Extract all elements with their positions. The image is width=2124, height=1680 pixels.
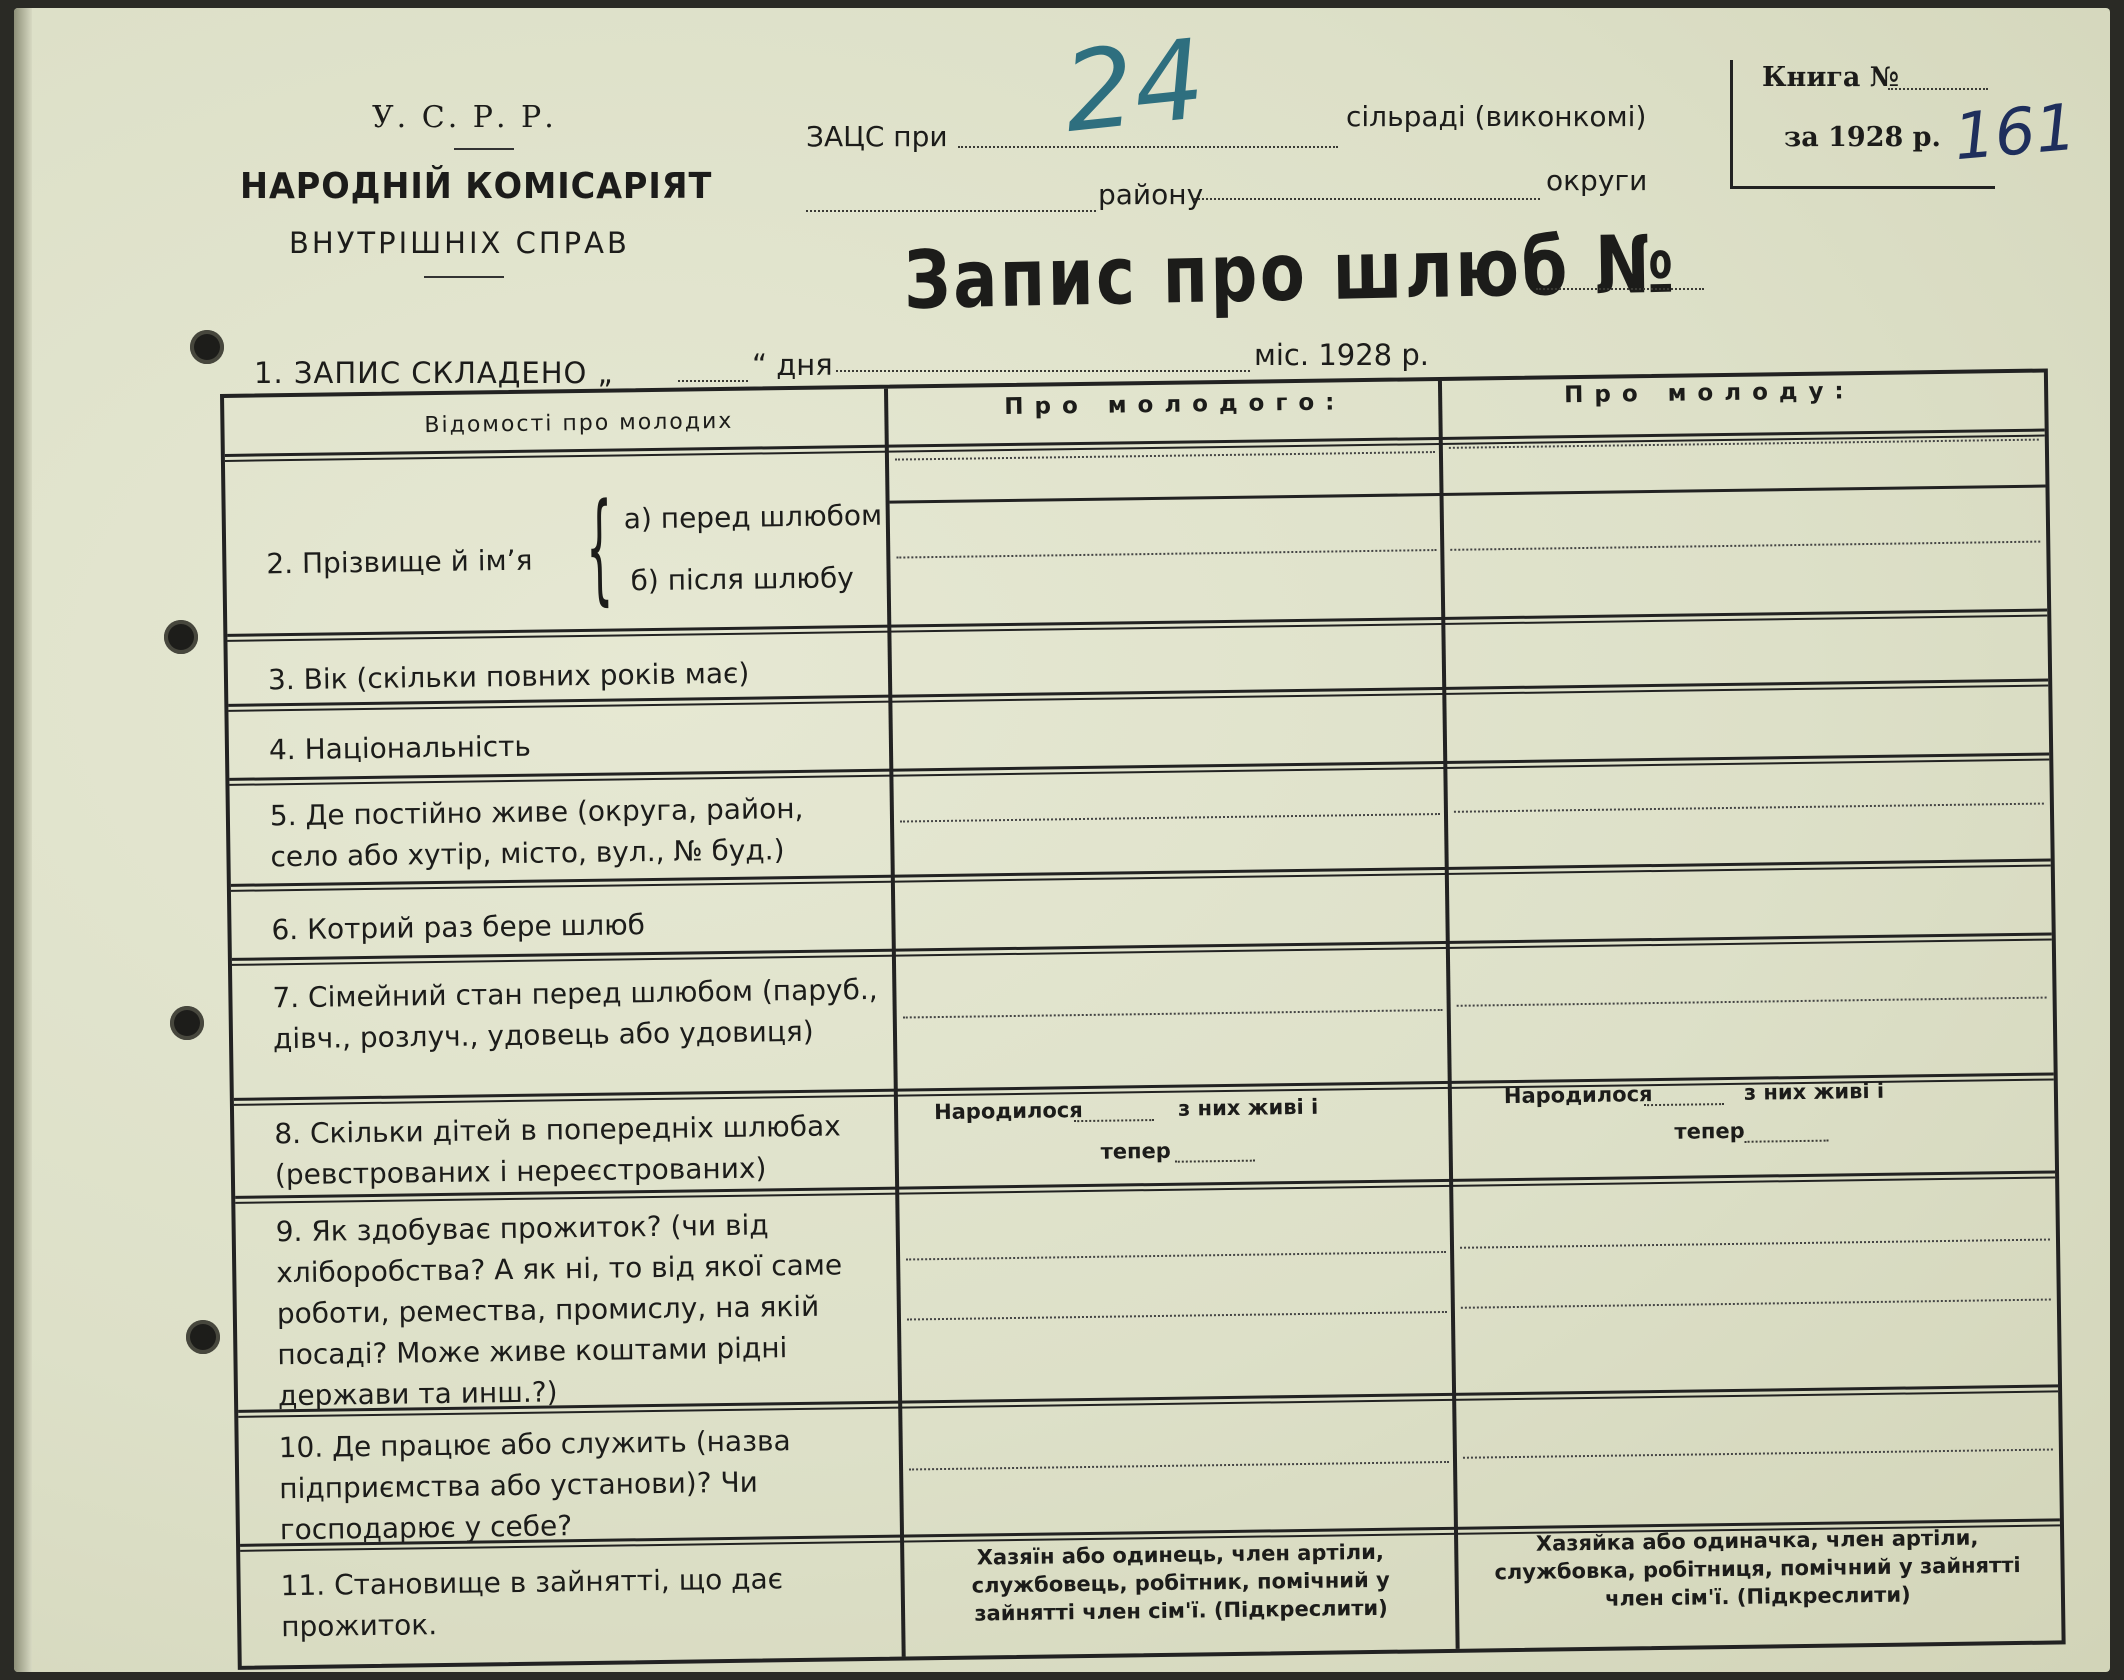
groom-now-field[interactable] [1175,1160,1255,1163]
bride-line[interactable] [1454,803,2044,813]
groom-line[interactable] [907,1311,1447,1321]
binder-hole [190,330,224,364]
col-header-bride: Про молоду: [1563,378,1855,409]
record-label: 1. ЗАПИС СКЛАДЕНО „ [254,356,614,390]
binder-hole [186,1320,220,1354]
row-sub-after: б) після шлюбу [630,561,854,598]
rayon-label: району [1098,178,1204,211]
row-label-marital-status: 7. Сімейний стан перед шлюбом (паруб., дівч., розлуч., удовець або удовиця) [272,972,878,1056]
groom-line[interactable] [903,1009,1443,1019]
record-day-label: “ дня [752,348,833,382]
row-label-workplace: 10. Де працює або служить (назва підприємства або установи)? Чи господарює у себе? [278,1424,791,1547]
marriage-table [220,368,2066,1669]
bride-occupation-note: Хазяйка або одиначка, член артіли, службовка, робітниця, помічний у зайнятті член сім'ї. (Підкреслити) [1494,1525,2021,1611]
book-handwritten: 161 [1951,90,2080,176]
bride-now-field[interactable] [1745,1140,1829,1143]
groom-line[interactable] [906,1251,1446,1261]
bride-line[interactable] [1457,997,2047,1007]
groom-alive-label: з них живі і [1177,1094,1319,1121]
okruga-field[interactable] [1194,198,1540,200]
binder-hole [170,1006,204,1040]
col-header-info: Відомості про молодих [424,408,734,439]
row-label-occupation-status: 11. Становище в зайнятті, що дає прожиток. [280,1562,784,1644]
groom-now-label: тепер [1100,1138,1172,1164]
groom-born-label: Народилося [933,1098,1083,1125]
header-commissariat: НАРОДНІЙ КОМІСАРІЯТ [240,166,713,207]
groom-born-field[interactable] [1074,1119,1154,1122]
row-label-name: 2. Прізвище й ім’я [266,543,533,581]
silrada-label: сільраді (виконкомі) [1346,100,1647,133]
rayon-field[interactable] [806,210,1096,212]
bride-line[interactable] [1450,541,2040,551]
groom-line[interactable] [896,549,1436,559]
row-label-age: 3. Вік (скільки повних років має) [267,656,750,697]
groom-line[interactable] [900,813,1440,823]
groom-line[interactable] [895,451,1435,461]
bride-line[interactable] [1461,1299,2051,1309]
okruga-label: округи [1546,164,1648,197]
zags-handwritten: 24 [1057,15,1211,157]
row-divider [227,609,2047,642]
divider [454,148,514,150]
groom-occupation-note: Хазяїн або одинець, член артіли, службовець, робітник, помічний у зайнятті член сім'ї. (Підкреслити) [971,1539,1390,1626]
divider [424,276,504,278]
year-label: за 1928 р. [1784,122,1941,153]
book-number-field[interactable] [1888,88,1988,90]
zags-label: ЗАЦС при [806,120,948,153]
record-number-field[interactable] [1536,288,1704,290]
bride-born-label: Народилося [1503,1082,1653,1109]
column-divider [1438,381,1460,1649]
bride-now-label: тепер [1674,1118,1745,1144]
bride-born-field[interactable] [1644,1103,1724,1106]
row-label-residence: 5. Де постійно живе (округа, район, село або хутір, місто, вул., № буд.) [269,791,804,874]
row-label-marriage-count: 6. Котрий раз бере шлюб [271,908,646,947]
brace-icon: { [585,478,614,618]
row-sub-before: а) перед шлюбом [623,498,883,536]
header-commissariat-sub: ВНУТРІШНІХ СПРАВ [289,226,630,260]
record-month-label: міс. 1928 р. [1254,338,1429,372]
header-ussr: У. С. Р. Р. [372,100,557,135]
bride-line[interactable] [1460,1239,2050,1249]
form-sheet [14,8,2110,1672]
book-label: Книга № [1762,62,1900,93]
col-header-groom: Про молодого: [1004,389,1346,421]
row-divider [890,485,2046,504]
bride-line[interactable] [1463,1449,2053,1459]
bride-alive-label: з них живі і [1743,1078,1885,1105]
record-month-field[interactable] [836,370,1250,372]
page-title: Запис про шлюб № [903,217,1678,327]
row-label-livelihood: 9. Як здобуває прожиток? (чи від хліборобства? А як ні, то від якої саме роботи, ремества, промислу, на якій посаді? Може живе коштами рідні держави та инш.?) [275,1208,843,1413]
row-label-children: 8. Скільки дітей в попередніх шлюбах (ревстрованих і нереєстрованих) [274,1109,841,1192]
binder-hole [164,620,198,654]
record-date-field[interactable] [678,380,748,382]
groom-line[interactable] [909,1461,1449,1471]
row-label-nationality: 4. Національність [268,729,532,767]
